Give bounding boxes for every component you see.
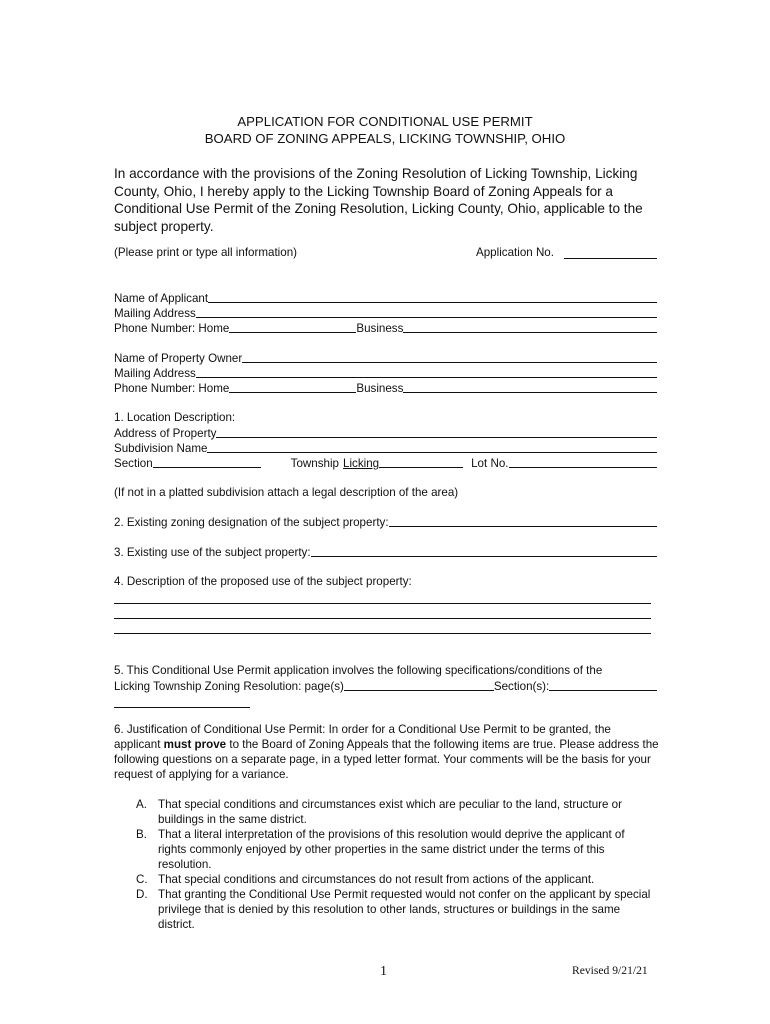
lot-no-label: Lot No. <box>471 457 509 470</box>
applicant-home-phone-field[interactable] <box>229 332 356 333</box>
form-title: APPLICATION FOR CONDITIONAL USE PERMIT <box>237 114 533 129</box>
form-subtitle: BOARD OF ZONING APPEALS, LICKING TOWNSHIP, OHIO <box>204 131 566 146</box>
township-label: Township <box>290 457 340 470</box>
applicant-business-label: Business <box>356 322 404 335</box>
condition-text: That special conditions and circumstances exist which are peculiar to the land, structure or buildings in the same district. <box>158 798 622 826</box>
condition-letter: C. <box>136 873 148 886</box>
applicant-mailing-label: Mailing Address <box>114 307 196 320</box>
condition-item <box>136 872 656 887</box>
question-3-row <box>114 544 657 559</box>
question-6-emphasis: must prove <box>163 738 227 751</box>
condition-letter: A. <box>136 798 147 811</box>
section-field[interactable] <box>153 467 261 468</box>
lot-no-field[interactable] <box>509 467 658 468</box>
subdivision-row <box>114 440 657 455</box>
applicant-business-phone-field[interactable] <box>403 332 657 333</box>
zoning-designation-field[interactable] <box>389 526 657 527</box>
question-6-text-end: to the Board of Zoning Appeals that the following items are true. Please address the following questions on a separate page, in a typed letter format. Your comments will be the basis for your request of applying for a variance. <box>114 738 659 781</box>
section-row <box>114 455 657 470</box>
owner-name-label: Name of Property Owner <box>114 352 243 365</box>
location-heading: 1. Location Description: <box>114 411 236 424</box>
applicant-name-label: Name of Applicant <box>114 292 209 305</box>
applicant-name-row <box>114 290 657 305</box>
township-value: Licking <box>343 457 380 470</box>
condition-item <box>136 887 656 932</box>
owner-mailing-label: Mailing Address <box>114 367 196 380</box>
owner-home-phone-field[interactable] <box>229 392 356 393</box>
condition-text: That special conditions and circumstances do not result from actions of the applicant. <box>158 873 595 886</box>
property-address-field[interactable] <box>216 437 657 438</box>
applicant-mailing-field[interactable] <box>196 317 657 318</box>
applicant-name-field[interactable] <box>208 302 657 303</box>
revised-date: Revised 9/21/21 <box>572 964 648 977</box>
question-2-row <box>114 514 657 529</box>
property-address-row <box>114 425 657 440</box>
question-5-text: 5. This Conditional Use Permit application involves the following specifications/conditions of the <box>114 664 603 677</box>
application-no-field[interactable] <box>564 258 657 259</box>
question-6-paragraph <box>114 722 660 782</box>
applicant-home-label: Phone Number: Home <box>114 322 230 335</box>
existing-use-field[interactable] <box>311 556 657 557</box>
zoning-section-field[interactable] <box>549 690 657 691</box>
proposed-use-line-3[interactable] <box>114 633 651 634</box>
applicant-mailing-row <box>114 305 657 320</box>
owner-home-label: Phone Number: Home <box>114 382 230 395</box>
application-no-label: Application No. <box>476 246 554 259</box>
question-5-row <box>114 678 657 693</box>
zoning-section-label: Section(s): <box>493 680 550 693</box>
platted-note: (If not in a platted subdivision attach a legal description of the area) <box>114 486 459 499</box>
property-address-label: Address of Property <box>114 427 217 440</box>
owner-mailing-row <box>114 365 657 380</box>
proposed-use-line-1[interactable] <box>114 603 651 604</box>
zoning-section-continuation-field[interactable] <box>114 707 250 708</box>
subdivision-label: Subdivision Name <box>114 442 208 455</box>
zoning-pages-label: Licking Township Zoning Resolution: page(s) <box>114 680 344 693</box>
applicant-phone-row <box>114 320 657 335</box>
owner-mailing-field[interactable] <box>196 377 657 378</box>
owner-name-field[interactable] <box>242 362 657 363</box>
owner-phone-row <box>114 380 657 395</box>
condition-text: That granting the Conditional Use Permit requested would not confer on the applicant by special privilege that is denied by this resolution to other lands, structures or buildings in the same district. <box>158 888 651 931</box>
township-field[interactable] <box>379 467 463 468</box>
question-3-text: 3. Existing use of the subject property: <box>114 546 311 559</box>
owner-business-phone-field[interactable] <box>403 392 657 393</box>
intro-paragraph: In accordance with the provisions of the Zoning Resolution of Licking Township, Licking County, Ohio, I hereby apply to the Licking Township Board of Zoning Appeals for a Conditional Use Permit of the Zoning Resolution, Licking County, Ohio, applicable to the subject property. <box>114 166 643 234</box>
proposed-use-line-2[interactable] <box>114 618 651 619</box>
condition-letter: B. <box>136 828 147 841</box>
subdivision-field[interactable] <box>207 452 657 453</box>
question-4-text: 4. Description of the proposed use of the subject property: <box>114 575 412 588</box>
condition-letter: D. <box>136 888 148 901</box>
condition-item <box>136 827 656 872</box>
question-2-text: 2. Existing zoning designation of the subject property: <box>114 516 389 529</box>
condition-text: That a literal interpretation of the provisions of this resolution would deprive the applicant of rights commonly enjoyed by other properties in the same district under the terms of this resolution. <box>158 828 625 871</box>
conditions-list <box>136 797 656 932</box>
question-6-text-start: 6. Justification of Conditional Use Permit: In order for a Conditional Use Permit to be granted, the applicant <box>114 723 611 751</box>
condition-item <box>136 797 656 827</box>
page-number: 1 <box>380 964 387 979</box>
section-label: Section <box>114 457 153 470</box>
owner-name-row <box>114 350 657 365</box>
zoning-pages-field[interactable] <box>344 690 494 691</box>
owner-business-label: Business <box>356 382 404 395</box>
instruction-text: (Please print or type all information) <box>114 246 298 259</box>
